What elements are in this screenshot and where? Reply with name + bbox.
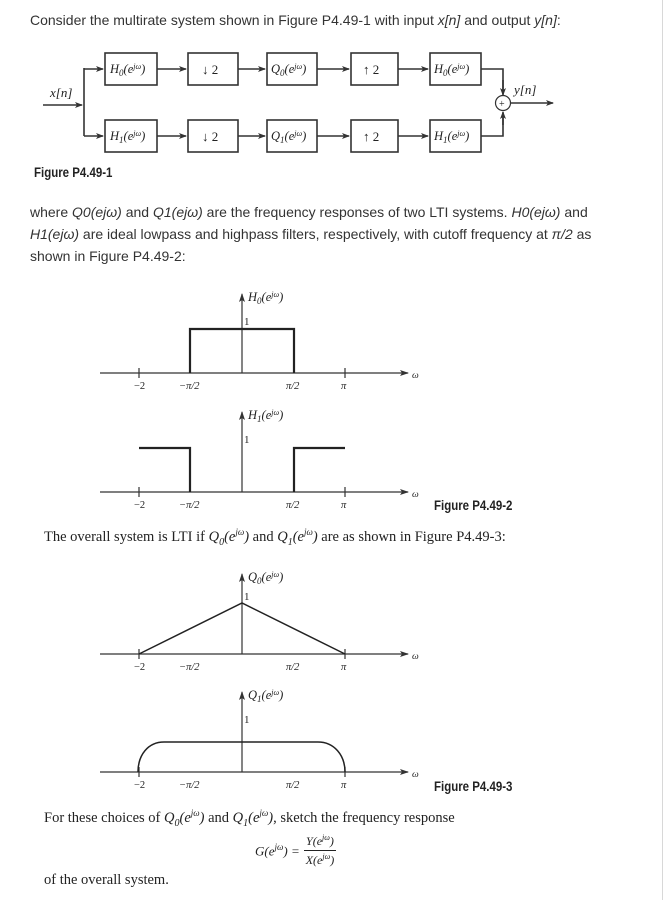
- svg-text:−π/2: −π/2: [179, 780, 200, 791]
- svg-text:−π/2: −π/2: [179, 662, 200, 673]
- intro-input-var: x[n]: [437, 12, 461, 28]
- block-upsample-bottom: ↑ 2: [363, 129, 380, 144]
- desc-q0: Q0(ejω): [72, 204, 122, 220]
- svg-text:π: π: [341, 662, 347, 673]
- equation-denominator: $X(e^{j\omega})$: [305, 852, 335, 867]
- desc-b: and: [121, 204, 153, 220]
- svg-text:1: 1: [244, 316, 250, 328]
- svg-text:π/2: π/2: [286, 780, 300, 791]
- block-q0: $Q_0(e^{j\omega})$: [271, 62, 307, 78]
- sketch-statement: [44, 808, 455, 829]
- svg-text:1: 1: [244, 714, 250, 726]
- svg-text:π: π: [341, 780, 347, 791]
- svg-text:−2: −2: [134, 500, 146, 511]
- lti-q1: $Q_1(e^{j\omega})$: [277, 527, 318, 548]
- adder-symbol: +: [499, 99, 505, 110]
- block-upsample-top: ↑ 2: [363, 62, 380, 77]
- block-q1: $Q_1(e^{j\omega})$: [271, 129, 307, 145]
- sketch-a: For these choices of: [44, 809, 164, 826]
- output-label: y[n]: [514, 82, 537, 97]
- equation-lhs: $G(e^{j\omega})$ =: [255, 841, 300, 859]
- intro-middle: and output: [460, 12, 535, 28]
- svg-text:π/2: π/2: [286, 381, 300, 392]
- svg-text:ω: ω: [412, 652, 419, 662]
- svg-text:π/2: π/2: [286, 500, 300, 511]
- lti-a: The overall system is LTI if: [44, 528, 209, 545]
- plot-h1: [100, 408, 419, 511]
- svg-text:π: π: [341, 381, 347, 392]
- figure-caption-1: Figure P4.49-1: [34, 165, 113, 180]
- svg-text:Q1(ejω): $Q_1(e^{j\omega})$: [248, 688, 284, 704]
- desc-h0: H0(ejω): [511, 204, 561, 220]
- lti-statement: [44, 527, 506, 548]
- plot-h0: [100, 290, 419, 392]
- sketch-q0: $Q_0(e^{j\omega})$: [164, 808, 205, 829]
- desc-h1: H1(ejω): [30, 226, 80, 242]
- svg-text:1: 1: [244, 591, 250, 603]
- figure-caption-3: Figure P4.49-3: [434, 779, 513, 794]
- block-h1-synth: $H_1(e^{j\omega})$: [434, 129, 470, 145]
- lti-c: are as shown in Figure P4.49-3:: [317, 528, 506, 545]
- svg-text:π/2: π/2: [286, 662, 300, 673]
- block-downsample-top: ↓ 2: [202, 62, 219, 77]
- intro-output-var: y[n]: [534, 12, 557, 28]
- intro-suffix: :: [556, 12, 561, 28]
- block-h0-top: $H_0(e^{j\omega})$: [110, 62, 146, 78]
- desc-e: are ideal lowpass and highpass filters, respectively, with cutoff frequency at: [79, 226, 552, 242]
- desc-f: as shown in Figure P4.49-2:: [30, 226, 592, 264]
- figure-caption-2: Figure P4.49-2: [434, 498, 513, 513]
- svg-text:ω: ω: [412, 371, 419, 381]
- svg-text:H0(ejω): $H_0(e^{j\omega})$: [248, 290, 284, 306]
- sketch-c: , sketch the frequency response: [273, 809, 455, 826]
- desc-a: where: [30, 204, 73, 220]
- plot-q0: [100, 570, 419, 673]
- svg-text:−π/2: −π/2: [179, 381, 200, 392]
- svg-text:ω: ω: [412, 770, 419, 780]
- desc-d: and: [560, 204, 588, 220]
- svg-text:π: π: [341, 500, 347, 511]
- svg-text:−2: −2: [134, 780, 146, 791]
- svg-text:Q0(ejω): $Q_0(e^{j\omega})$: [248, 570, 284, 586]
- intro-prefix: Consider the multirate system shown in Figure P4.49-1 with input: [30, 12, 438, 28]
- equation-numerator: $Y(e^{j\omega})$: [304, 833, 337, 851]
- input-label: x[n]: [50, 85, 73, 100]
- svg-text:−π/2: −π/2: [179, 500, 200, 511]
- sketch-b: and: [204, 809, 233, 826]
- lti-q0: $Q_0(e^{j\omega})$: [208, 527, 250, 548]
- svg-text:ω: ω: [412, 490, 419, 500]
- desc-c: are the frequency responses of two LTI systems.: [202, 204, 512, 220]
- desc-cutoff: π/2: [551, 226, 573, 242]
- lti-b: and: [249, 528, 278, 545]
- plot-q1: [100, 688, 419, 791]
- svg-text:1: 1: [244, 434, 250, 446]
- block-h0-synth: $H_0(e^{j\omega})$: [434, 62, 470, 78]
- closing-text: of the overall system.: [44, 872, 169, 888]
- svg-text:H1(ejω): $H_1(e^{j\omega})$: [248, 408, 284, 424]
- sketch-q1: $Q_1(e^{j\omega})$: [232, 808, 274, 829]
- svg-text:−2: −2: [134, 662, 146, 673]
- block-downsample-bottom: ↓ 2: [202, 129, 219, 144]
- svg-text:−2: −2: [134, 381, 146, 392]
- transfer-equation: [255, 833, 336, 868]
- desc-q1: Q1(ejω): [152, 204, 203, 220]
- block-h1-bottom: $H_1(e^{j\omega})$: [110, 129, 146, 145]
